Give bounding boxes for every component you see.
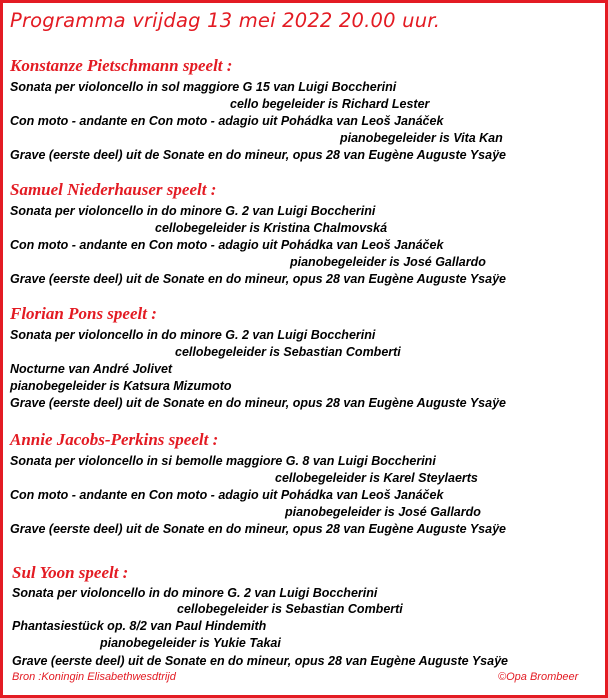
piece-line: Grave (eerste deel) uit de Sonate en do mineur, opus 28 van Eugène Auguste Ysaÿe [10, 148, 506, 162]
accompanist-line: pianobegeleider is Katsura Mizumoto [10, 379, 232, 393]
accompanist-line: pianobegeleider is José Gallardo [285, 505, 481, 519]
performer-name: Konstanze Pietschmann speelt : [10, 56, 233, 75]
piece-line: Grave (eerste deel) uit de Sonate en do mineur, opus 28 van Eugène Auguste Ysaÿe [12, 654, 508, 668]
performer-name: Sul Yoon speelt : [12, 563, 129, 582]
accompanist-line: pianobegeleider is Vita Kan [340, 131, 503, 145]
accompanist-line: cello begeleider is Richard Lester [230, 97, 430, 111]
accompanist-line: cellobegeleider is Karel Steylaerts [275, 471, 478, 485]
piece-line: Con moto - andante en Con moto - adagio uit Pohádka van Leoš Janáček [10, 238, 444, 252]
piece-line: Grave (eerste deel) uit de Sonate en do mineur, opus 28 van Eugène Auguste Ysaÿe [10, 522, 506, 536]
accompanist-line: pianobegeleider is José Gallardo [290, 255, 486, 269]
copyright-credit: ©Opa Brombeer [498, 671, 579, 683]
performer-name: Annie Jacobs-Perkins speelt : [10, 430, 219, 449]
accompanist-line: cellobegeleider is Sebastian Comberti [177, 602, 403, 616]
piece-line: Sonata per violoncello in do minore G. 2 van Luigi Boccherini [12, 586, 378, 600]
performer-name: Samuel Niederhauser speelt : [10, 180, 217, 199]
accompanist-line: cellobegeleider is Kristina Chalmovská [155, 221, 388, 235]
page-title: Programma vrijdag 13 mei 2022 20.00 uur. [10, 9, 441, 32]
piece-line: Sonata per violoncello in si bemolle maggiore G. 8 van Luigi Boccherini [10, 454, 436, 468]
accompanist-line: pianobegeleider is Yukie Takai [100, 636, 281, 650]
source-credit: Bron :Koningin Elisabethwesdtrijd [12, 671, 176, 683]
piece-line: Sonata per violoncello in do minore G. 2 van Luigi Boccherini [10, 328, 376, 342]
piece-line: Nocturne van André Jolivet [10, 362, 173, 376]
piece-line: Sonata per violoncello in do minore G. 2 van Luigi Boccherini [10, 204, 376, 218]
piece-line: Grave (eerste deel) uit de Sonate en do mineur, opus 28 van Eugène Auguste Ysaÿe [10, 396, 506, 410]
accompanist-line: cellobegeleider is Sebastian Comberti [175, 345, 401, 359]
piece-line: Con moto - andante en Con moto - adagio uit Pohádka van Leoš Janáček [10, 114, 444, 128]
piece-line: Grave (eerste deel) uit de Sonate en do mineur, opus 28 van Eugène Auguste Ysaÿe [10, 272, 506, 286]
piece-line: Sonata per violoncello in sol maggiore G 15 van Luigi Boccherini [10, 80, 397, 94]
piece-line: Phantasiestück op. 8/2 van Paul Hindemith [12, 619, 267, 633]
piece-line: Con moto - andante en Con moto - adagio uit Pohádka van Leoš Janáček [10, 488, 444, 502]
performer-name: Florian Pons speelt : [10, 304, 157, 323]
